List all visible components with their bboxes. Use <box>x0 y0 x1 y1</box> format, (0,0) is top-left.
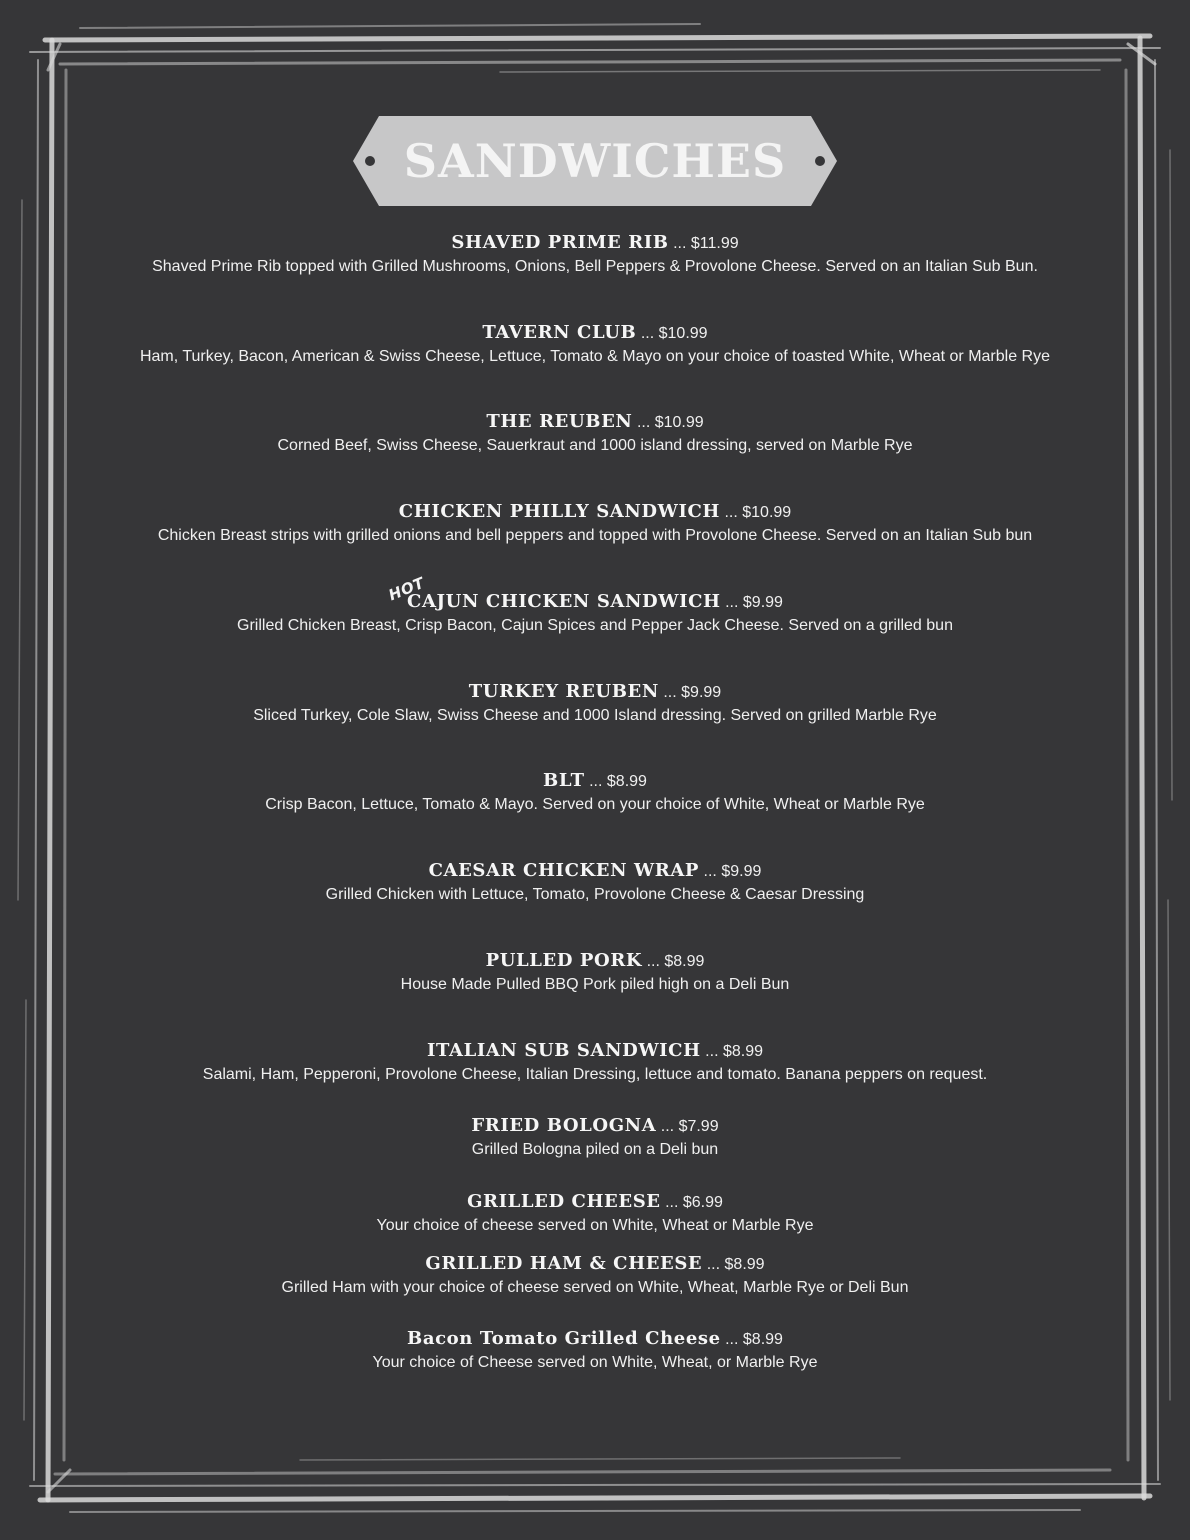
menu-item-description: Grilled Ham with your choice of cheese served on White, Wheat, Marble Rye or Deli Bun <box>281 1279 909 1296</box>
menu-item-name: GRILLED CHEESE <box>467 1191 661 1212</box>
section-banner <box>353 116 837 206</box>
price-separator: ... <box>640 325 655 342</box>
price-separator: ... <box>724 504 738 521</box>
price-separator: ... <box>705 1043 719 1060</box>
menu-item-price: $11.99 <box>690 235 739 252</box>
price-separator: ... <box>636 414 651 431</box>
price-separator: ... <box>725 1331 739 1348</box>
menu-item <box>60 948 1130 996</box>
menu-item-description: Salami, Ham, Pepperoni, Provolone Cheese, Italian Dressing, lettuce and tomato. Banana peppers on request. <box>202 1066 988 1083</box>
menu-item-heading <box>60 948 1130 974</box>
menu-item <box>60 768 1130 816</box>
menu-item <box>60 1326 1130 1374</box>
menu-item-heading <box>60 1113 1130 1139</box>
menu-item <box>60 1113 1130 1161</box>
menu-item-heading <box>60 499 1130 525</box>
menu-item-price: $9.99 <box>681 684 722 701</box>
menu-item-heading <box>60 768 1130 794</box>
menu-item <box>60 320 1130 368</box>
menu-item-price: $7.99 <box>678 1118 719 1135</box>
menu-item-description: Corned Beef, Swiss Cheese, Sauerkraut and 1000 island dressing, served on Marble Rye <box>277 437 913 454</box>
menu-item-description: Grilled Bologna piled on a Deli bun <box>471 1141 719 1158</box>
price-separator: ... <box>665 1194 679 1211</box>
menu-item <box>60 499 1130 547</box>
price-separator: ... <box>589 773 603 790</box>
menu-item-description: Grilled Chicken Breast, Crisp Bacon, Cajun Spices and Pepper Jack Cheese. Served on a grilled bun <box>237 617 953 634</box>
menu-item-heading <box>60 589 1130 615</box>
menu-item-name: GRILLED HAM & CHEESE <box>425 1253 703 1274</box>
menu-item-price: $10.99 <box>742 504 792 521</box>
menu-item-price: $8.99 <box>724 1256 765 1273</box>
menu-item-name: TAVERN CLUB <box>482 322 637 343</box>
price-separator: ... <box>706 1256 721 1273</box>
menu-item <box>60 858 1130 906</box>
menu-item-heading <box>60 858 1130 884</box>
menu-item-description: Sliced Turkey, Cole Slaw, Swiss Cheese and 1000 Island dressing. Served on grilled Marble Rye <box>253 707 937 724</box>
menu-item-name: ITALIAN SUB SANDWICH <box>426 1040 701 1061</box>
menu-item-heading <box>60 679 1130 705</box>
menu-item-price: $6.99 <box>682 1194 723 1211</box>
menu-item-name: BLT <box>543 770 585 791</box>
price-separator: ... <box>663 684 677 701</box>
menu-item-heading <box>60 320 1130 346</box>
price-separator: ... <box>703 863 717 880</box>
menu-item-name: CHICKEN PHILLY SANDWICH <box>398 501 720 522</box>
menu-item-description: Shaved Prime Rib topped with Grilled Mushrooms, Onions, Bell Peppers & Provolone Cheese. Served on an Italian Sub Bun. <box>152 258 1038 275</box>
menu-item <box>60 1251 1130 1299</box>
menu-item-heading <box>60 230 1130 256</box>
menu-item-name: FRIED BOLOGNA <box>471 1115 657 1136</box>
menu-item-description: Crisp Bacon, Lettuce, Tomato & Mayo. Served on your choice of White, Wheat or Marble Rye <box>265 796 925 813</box>
menu-item-description: Ham, Turkey, Bacon, American & Swiss Cheese, Lettuce, Tomato & Mayo on your choice of toasted White, Wheat or Marble Rye <box>139 348 1051 365</box>
menu-item-price: $10.99 <box>654 414 704 431</box>
menu-item-price: $8.99 <box>722 1043 764 1060</box>
menu-item-price: $8.99 <box>664 953 705 970</box>
menu-item <box>60 679 1130 727</box>
menu-item <box>60 1038 1130 1086</box>
menu-item-price: $9.99 <box>721 863 762 880</box>
price-separator: ... <box>646 953 660 970</box>
menu-item-description: Chicken Breast strips with grilled onions and bell peppers and topped with Provolone Cheese. Served on an Italian Sub bun <box>157 527 1033 544</box>
menu-item-description: House Made Pulled BBQ Pork piled high on a Deli Bun <box>400 976 790 993</box>
menu-item-description: Your choice of Cheese served on White, Wheat, or Marble Rye <box>372 1354 818 1371</box>
menu-item-price: $10.99 <box>658 325 708 342</box>
menu-item-heading <box>60 1038 1130 1064</box>
menu-item-heading <box>60 409 1130 435</box>
menu-item-description: Grilled Chicken with Lettuce, Tomato, Provolone Cheese & Caesar Dressing <box>325 886 865 903</box>
menu-item-name: TURKEY REUBEN <box>468 681 659 702</box>
menu-item-heading <box>60 1189 1130 1215</box>
menu-item-name: THE REUBEN <box>486 411 633 432</box>
menu-item <box>60 1189 1130 1237</box>
menu-item <box>60 409 1130 457</box>
menu-item-price: $9.99 <box>742 594 783 611</box>
menu-item-heading <box>60 1326 1130 1352</box>
menu-item-name: Bacon Tomato Grilled Cheese <box>407 1328 721 1349</box>
menu-item-description: Your choice of cheese served on White, Wheat or Marble Rye <box>376 1217 814 1234</box>
menu-item-name: CAJUN CHICKEN SANDWICH <box>407 591 721 612</box>
price-separator: ... <box>673 235 687 252</box>
menu-item-name: CAESAR CHICKEN WRAP <box>428 860 700 881</box>
menu-item-price: $8.99 <box>742 1331 783 1348</box>
menu-item-name: PULLED PORK <box>485 950 643 971</box>
price-separator: ... <box>660 1118 675 1135</box>
menu-item-heading <box>60 1251 1130 1277</box>
menu-item <box>60 589 1130 637</box>
menu-item <box>60 230 1130 278</box>
hot-badge: HOT <box>385 573 428 605</box>
section-title: SANDWICHES <box>403 134 787 188</box>
price-separator: ... <box>725 594 739 611</box>
menu-item-name: SHAVED PRIME RIB <box>451 232 669 253</box>
menu-item-price: $8.99 <box>606 773 647 790</box>
